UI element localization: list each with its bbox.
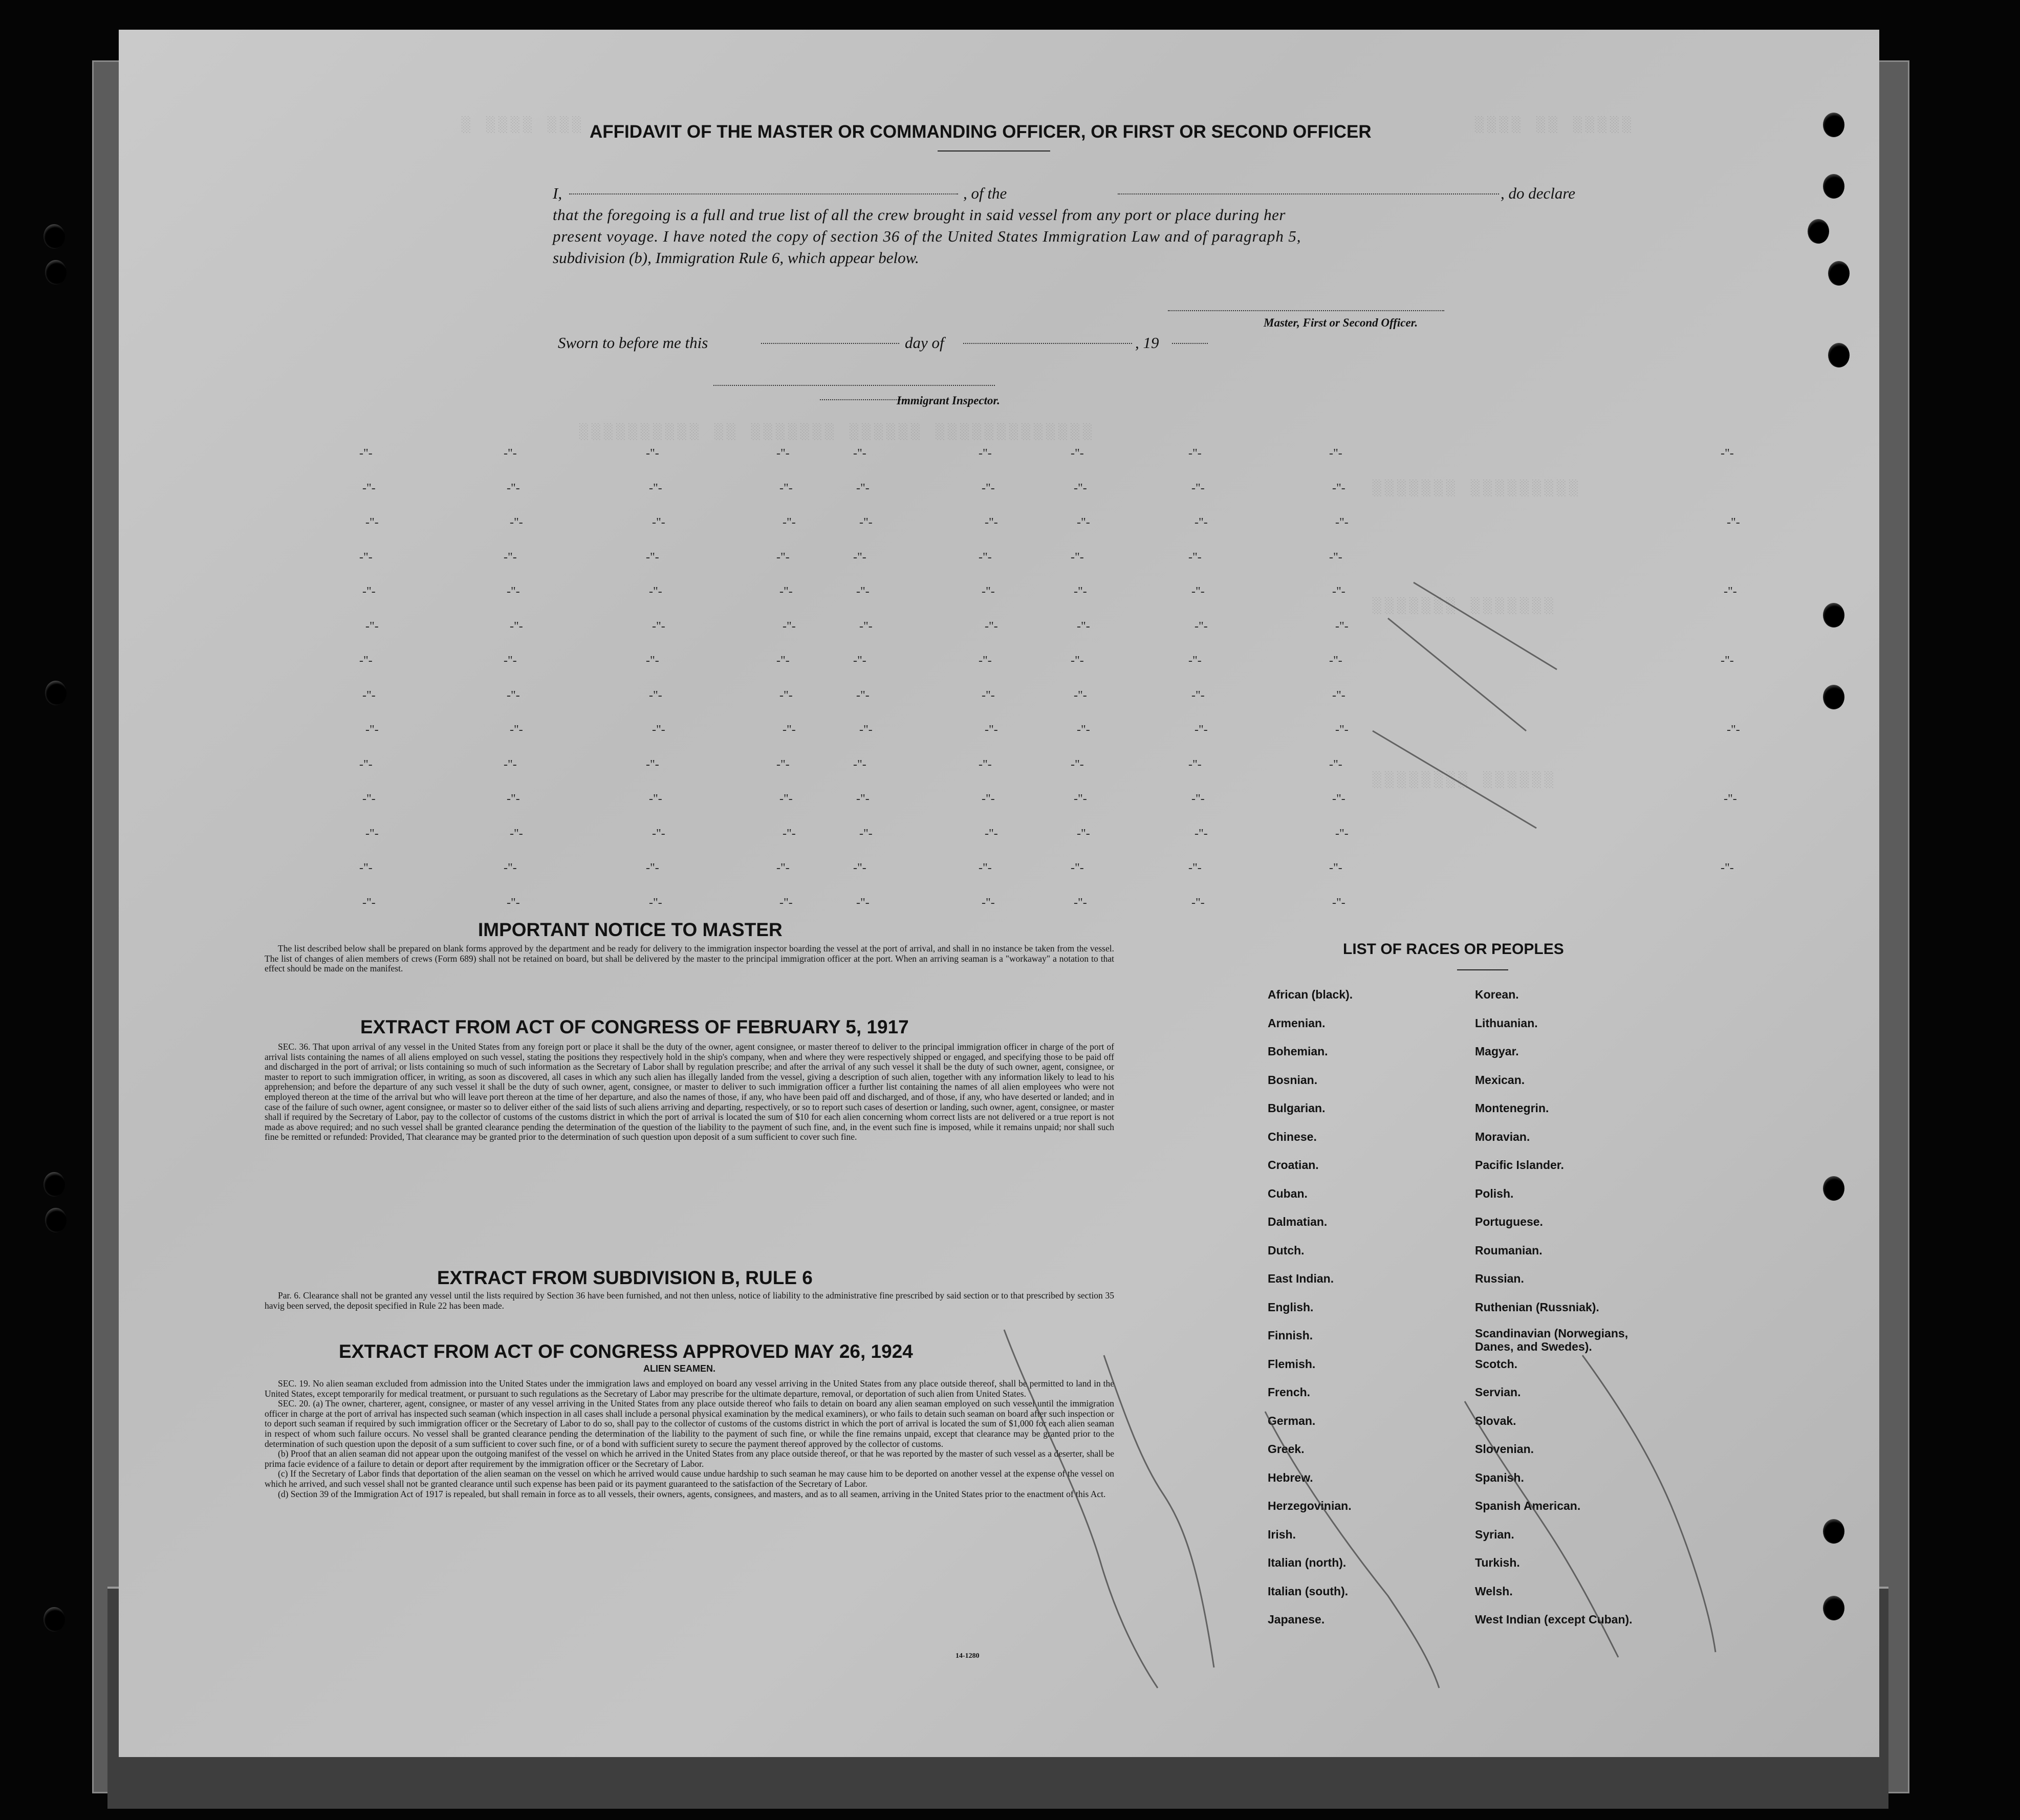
race-item: Italian (north). [1268,1556,1346,1569]
punch-hole [1823,685,1844,709]
ditto-mark: -"- [1332,792,1345,806]
ditto-mark: -"- [1194,619,1208,633]
ditto-mark: -"- [362,792,376,806]
races-title: LIST OF RACES OR PEOPLES [1343,941,1564,958]
ditto-mark: -"- [779,481,793,495]
punch-hole [44,224,65,249]
ditto-mark: -"- [362,896,376,909]
ditto-mark: -"- [362,481,376,495]
ditto-mark: -"- [985,723,998,736]
ditto-mark: -"- [1329,757,1342,771]
ditto-mark: -"- [779,688,793,702]
ditto-mark: -"- [853,447,866,460]
ditto-mark: -"- [646,654,659,667]
form-number: 14-1280 [955,1652,980,1660]
race-item: Slovenian. [1475,1442,1534,1456]
ditto-mark: -"- [1194,827,1208,840]
ditto-mark: -"- [1191,585,1205,598]
race-item: Pacific Islander. [1475,1158,1564,1172]
ditto-mark: -"- [1194,516,1208,529]
ditto-mark: -"- [504,654,517,667]
ditto-mark: -"- [1724,792,1737,806]
ditto-mark: -"- [776,757,790,771]
ditto-mark: -"- [979,447,992,460]
race-item: Cuban. [1268,1186,1308,1200]
ditto-mark: -"- [652,516,665,529]
race-item: West Indian (except Cuban). [1475,1613,1633,1626]
affidavit-line1-of: , of the [963,184,1007,202]
sworn-day-of: day of [905,334,944,352]
ditto-mark: -"- [1335,619,1349,633]
ditto-mark: -"- [646,447,659,460]
extract-rule6-title: EXTRACT FROM SUBDIVISION B, RULE 6 [437,1267,813,1288]
affidavit-line4: subdivision (b), Immigration Rule 6, which appear below. [553,249,919,267]
pencil-stroke [1582,1355,1715,1652]
ditto-mark: -"- [1332,688,1345,702]
ditto-mark: -"- [985,619,998,633]
inspector-label: Immigrant Inspector. [897,394,1000,407]
show-through-text: ░░░░░░░░ ░░░░░░ [1373,772,1557,789]
race-item: Herzegovinian. [1268,1499,1352,1512]
affidavit-line1-i: I, [553,184,562,202]
ditto-mark: -"- [1335,516,1349,529]
ditto-mark: -"- [853,861,866,875]
ditto-mark: -"- [1077,516,1090,529]
affidavit-line3: present voyage. I have noted the copy of section 36 of the United States Immigration Law and of paragraph 5, [553,227,1301,245]
punch-hole [1823,1519,1844,1544]
ditto-mark: -"- [783,827,796,840]
affidavit-title: AFFIDAVIT OF THE MASTER OR COMMANDING OFFICER, OR FIRST OR SECOND OFFICER [590,122,1372,142]
ditto-mark: -"- [985,516,998,529]
ditto-mark: -"- [365,516,379,529]
ditto-mark: -"- [1191,792,1205,806]
ditto-mark: -"- [1335,723,1349,736]
ditto-mark: -"- [646,550,659,564]
race-item: Turkish. [1475,1556,1520,1569]
race-item: Polish. [1475,1186,1514,1200]
ditto-mark: -"- [979,757,992,771]
sworn-year-prefix: , 19 [1135,334,1159,352]
ditto-mark: -"- [504,861,517,875]
show-through-text: ░░░░ ░░ ░░░░░ [1475,117,1635,134]
punch-hole [1823,1596,1844,1620]
ditto-mark: -"- [362,585,376,598]
ditto-mark: -"- [1071,550,1084,564]
race-item: Croatian. [1268,1158,1319,1172]
race-item: East Indian. [1268,1272,1334,1285]
ditto-mark: -"- [856,688,870,702]
punch-hole [1828,343,1850,367]
ditto-mark: -"- [1335,827,1349,840]
ditto-mark: -"- [776,550,790,564]
ditto-mark: -"- [1074,792,1087,806]
ditto-mark: -"- [1074,896,1087,909]
ditto-mark: -"- [649,688,662,702]
ditto-mark: -"- [1724,585,1737,598]
ditto-mark: -"- [982,688,995,702]
race-item: Syrian. [1475,1527,1514,1541]
ditto-mark: -"- [783,516,796,529]
par-6-paragraph: Par. 6. Clearance shall not be granted any vessel until the lists required by Section 36 have been furnished, and not then unless, notice of liability to the administrative fine prescribed by said section or to that prescribed by section 35 havig been served, the deposit specified in Rule 22 has been made. [265,1290,1114,1311]
race-item: Spanish. [1475,1470,1524,1484]
sec-20c-paragraph: (c) If the Secretary of Labor finds that deportation of the alien seaman on the vessel on which he arrived would cause undue hardship to such seaman he may cause him to be deported on another vessel at the expense of the vessel on which he arrived, and such vessel shall not be granted clearance until such expense has been paid or its payment guaranteed to the satisfaction of the Secretary of Labor. [265,1468,1114,1489]
ditto-mark: -"- [365,619,379,633]
ditto-mark: -"- [1332,481,1345,495]
race-item: Bohemian. [1268,1045,1328,1058]
ditto-mark: -"- [510,723,523,736]
ditto-mark: -"- [1188,447,1202,460]
race-item: Finnish. [1268,1329,1313,1342]
ditto-mark: -"- [649,896,662,909]
pencil-stroke [1388,618,1526,731]
ditto-mark: -"- [359,861,373,875]
ditto-mark: -"- [982,792,995,806]
ditto-mark: -"- [1332,896,1345,909]
race-item: Irish. [1268,1527,1296,1541]
race-item: Magyar. [1475,1045,1519,1058]
ditto-mark: -"- [1188,757,1202,771]
ditto-mark: -"- [1077,723,1090,736]
ditto-mark: -"- [779,792,793,806]
ditto-mark: -"- [1721,861,1734,875]
ditto-mark: -"- [979,550,992,564]
manifest-page [119,30,1879,1757]
ditto-mark: -"- [507,792,520,806]
extract-1924-title: EXTRACT FROM ACT OF CONGRESS APPROVED MAY 26, 1924 [339,1341,913,1362]
race-item: French. [1268,1385,1311,1399]
ditto-mark: -"- [1074,481,1087,495]
race-item: Bulgarian. [1268,1101,1326,1115]
race-item: Scandinavian (Norwegians, Danes, and Swedes). [1475,1327,1628,1353]
show-through-text: ░ ░░░░ ░░░ [462,117,585,134]
ditto-mark: -"- [1727,516,1740,529]
show-through-text: ░░░░░░░ ░░░░░░░ [1373,598,1557,615]
race-item: Mexican. [1475,1073,1525,1087]
ditto-mark: -"- [985,827,998,840]
ditto-mark: -"- [1071,757,1084,771]
ditto-mark: -"- [652,619,665,633]
ditto-mark: -"- [507,585,520,598]
ditto-mark: -"- [783,619,796,633]
sec-20a-paragraph: SEC. 20. (a) The owner, charterer, agent, consignee, or master of any vessel arriving in the United States from any place outside thereof who fails to detain on board any alien seaman employed on such vessel until the immigration officer in charge at the port of arrival has inspected such seaman (which inspection in all cases shall include a personal physical examination by the medical examiners), or who fails to detain such seaman on board after such inspection or to deport such seaman if required by such immigration officer or the Secretary of Labor to do so, shall pay to the collector of customs of the customs district in which the port of arrival is located the sum of $1,000 for each alien seaman in respect of whom such failure occurs. No vessel shall be granted clearance pending the determination of the liability to the payment of such fine, or while the fine remains unpaid, except that clearance may be granted prior to the determination of such question upon the deposit of a sum sufficient to cover such fine, or of a bond with sufficient surety to secure the payment thereof approved by the collector of customs. [265,1398,1114,1449]
race-item: African (black). [1268,988,1353,1001]
ditto-mark: -"- [504,550,517,564]
ditto-mark: -"- [1191,896,1205,909]
ditto-mark: -"- [776,447,790,460]
ditto-mark: -"- [856,585,870,598]
pencil-stroke [1004,1330,1158,1688]
race-item: Spanish American. [1475,1499,1581,1512]
ditto-mark: -"- [362,688,376,702]
master-signature-label: Master, First or Second Officer. [1264,316,1418,329]
race-item: Chinese. [1268,1130,1317,1143]
punch-hole [1823,1176,1844,1201]
punch-hole [1823,113,1844,137]
punch-hole [1828,261,1850,286]
ditto-mark: -"- [1329,861,1342,875]
ditto-mark: -"- [856,792,870,806]
ditto-mark: -"- [510,827,523,840]
ditto-mark: -"- [1074,585,1087,598]
punch-hole [44,1172,65,1197]
race-item: Bosnian. [1268,1073,1318,1087]
race-item: English. [1268,1300,1314,1314]
notice-title: IMPORTANT NOTICE TO MASTER [478,919,783,940]
ditto-mark: -"- [859,516,873,529]
race-item: Moravian. [1475,1130,1530,1143]
race-item: Hebrew. [1268,1470,1313,1484]
ditto-mark: -"- [504,757,517,771]
pencil-stroke [1104,1355,1214,1667]
pencil-stroke [1465,1401,1618,1657]
race-item: Korean. [1475,988,1519,1001]
ditto-mark: -"- [776,654,790,667]
ditto-mark: -"- [859,619,873,633]
ditto-mark: -"- [853,757,866,771]
ditto-mark: -"- [1071,654,1084,667]
ditto-mark: -"- [507,688,520,702]
ditto-mark: -"- [646,861,659,875]
extract-1917-title: EXTRACT FROM ACT OF CONGRESS OF FEBRUARY 5, 1917 [360,1016,909,1037]
ditto-mark: -"- [979,861,992,875]
race-item: Servian. [1475,1385,1521,1399]
ditto-mark: -"- [1721,447,1734,460]
race-item: Armenian. [1268,1016,1326,1030]
affidavit-line2: that the foregoing is a full and true list of all the crew brought in said vessel from any port or place during her [553,206,1286,224]
show-through-text: ░░░░░░░░░░ ░░ ░░░░░░░ ░░░░░░ ░░░░░░░░░░░░░ [579,424,1096,441]
extract-1924-subtitle: ALIEN SEAMEN. [643,1363,716,1374]
ditto-mark: -"- [652,723,665,736]
sec-20b-paragraph: (b) Proof that an alien seaman did not appear upon the outgoing manifest of the vessel on which he arrived in the United States from any place outside thereof, or that he was reported by the master of such vessel as a deserter, shall be prima facie evidence of a failure to detain or deport after requirement by the immigration officer or the Secretary of Labor. [265,1448,1114,1469]
punch-hole [45,260,67,285]
race-item: Roumanian. [1475,1243,1543,1257]
sec-36-paragraph: SEC. 36. That upon arrival of any vessel in the United States from any foreign port or place it shall be the duty of the owner, agent consignee, or master thereof to deliver to the principal immigration officer in charge of the port of arrival lists containing the names of all aliens employed on such vessel, stating the positions they respectively hold in the ship's company, when and where they were respectively shipped or engaged, and specifying those to be paid off and discharged in the port of arrival; or lists containing so much of such information as the Secretary of Labor shall by regulation prescribe; and after the arrival of any such vessel it shall be the duty of such owner, agent, consignee, or master to report to such immigration officer, in writing, as soon as discovered, all cases in which any such alien has illegally landed from the vessel, giving a description of such alien, together with any information likely to lead to his apprehension; and before the departure of any such vessel it shall be the duty of such owner, agent, consignee, or master to deliver to such immigration officer a further list containing the names of all alien employees who were not employed thereon at the time of the arrival but who will leave port thereon at the time of her departure, and also the names of those, if any, who have been paid off and discharged, and of those, if any, who have deserted or landed; and in case of the failure of such owner, agent consignee, or master so to deliver either of the said lists of such aliens arriving and departing, respectively, or so to report such cases of desertion or landing, such owner, agent, consignee, or master shall if required by the Secretary of Labor, pay to the collector of customs of the customs district in which the port of arrival is located the sum of $10 for each alien concerning whom correct lists are not delivered or a true report is not made as above required; and no such vessel shall be granted clearance pending the determination of the question of the liability to the payment of such fine, and, in the event such fine is imposed, while it remains unpaid; nor shall such fine be remitted or refunded: Provided, That clearance may be granted prior to the determination of such question upon deposit of a sum sufficient to cover such fine. [265,1042,1114,1142]
race-item: Dutch. [1268,1243,1305,1257]
race-item: Flemish. [1268,1357,1316,1371]
ditto-mark: -"- [982,481,995,495]
ditto-mark: -"- [1721,654,1734,667]
race-item: Welsh. [1475,1584,1513,1598]
affidavit-line1-declare: , do declare [1501,184,1576,202]
ditto-mark: -"- [982,585,995,598]
ditto-mark: -"- [504,447,517,460]
race-item: Portuguese. [1475,1215,1543,1228]
ditto-mark: -"- [859,827,873,840]
pencil-stroke [1373,731,1536,828]
ditto-mark: -"- [859,723,873,736]
ditto-mark: -"- [359,757,373,771]
ditto-mark: -"- [359,550,373,564]
ditto-mark: -"- [507,896,520,909]
punch-hole [1823,603,1844,627]
pencil-strokes [119,30,1879,1757]
ditto-mark: -"- [779,896,793,909]
sec-20d-paragraph: (d) Section 39 of the Immigration Act of 1917 is repealed, but shall remain in force as to all vessels, their owners, agents, consignees, and masters, and as to all seamen, arriving in the United States prior to the enactment of this Act. [278,1488,1106,1499]
notice-paragraph: The list described below shall be prepared on blank forms approved by the department and be ready for delivery to the immigration inspector boarding the vessel at the port of arrival, and shall in no instance be taken from the vessel. The list of changes of alien members of crews (Form 689) shall not be retained on board, but shall be delivered by the master to the principal immigration officer at the port. When an arriving seaman is a "workaway" a notation to that effect should be made on the manifest. [265,943,1114,974]
ditto-mark: -"- [1071,447,1084,460]
ditto-mark: -"- [979,654,992,667]
race-item: Italian (south). [1268,1584,1349,1598]
race-item: Montenegrin. [1475,1101,1549,1115]
ditto-mark: -"- [853,550,866,564]
ditto-mark: -"- [649,481,662,495]
sworn-label: Sworn to before me this [558,334,708,352]
punch-hole [45,1208,67,1232]
race-item: Lithuanian. [1475,1016,1538,1030]
punch-hole [44,1607,65,1632]
ditto-mark: -"- [1074,688,1087,702]
ditto-mark: -"- [1188,550,1202,564]
punch-hole [1808,219,1829,244]
ditto-mark: -"- [1191,481,1205,495]
race-item: Scotch. [1475,1357,1518,1371]
pencil-stroke [1265,1412,1439,1688]
ditto-mark: -"- [510,516,523,529]
ditto-mark: -"- [649,792,662,806]
ditto-mark: -"- [1727,723,1740,736]
show-through-text: ░░░░░░░ ░░░░░░░░░ [1373,480,1582,497]
ditto-mark: -"- [646,757,659,771]
ditto-mark: -"- [1077,619,1090,633]
ditto-mark: -"- [856,896,870,909]
ditto-mark: -"- [652,827,665,840]
ditto-mark: -"- [1191,688,1205,702]
ditto-mark: -"- [365,827,379,840]
race-item: Greek. [1268,1442,1305,1456]
ditto-mark: -"- [1188,654,1202,667]
punch-hole [45,681,67,705]
race-item: Dalmatian. [1268,1215,1328,1228]
race-item: Japanese. [1268,1613,1325,1626]
ditto-mark: -"- [776,861,790,875]
punch-hole [1823,174,1844,199]
race-item: German. [1268,1414,1316,1427]
sec-19-paragraph: SEC. 19. No alien seaman excluded from admission into the United States under the immigration laws and employed on board any vessel arriving in the United States from any place outside thereof, shall be permitted to land in the United States, except temporarily for medical treatment, or pursuant to such regulations as the Secretary of Labor may prescribe for the ultimate departure, removal, or deportation of such alien from United States. [265,1378,1114,1399]
ditto-mark: -"- [853,654,866,667]
ditto-mark: -"- [507,481,520,495]
ditto-mark: -"- [1077,827,1090,840]
ditto-mark: -"- [1194,723,1208,736]
ditto-mark: -"- [1329,550,1342,564]
ditto-mark: -"- [779,585,793,598]
ditto-mark: -"- [856,481,870,495]
race-item: Ruthenian (Russniak). [1475,1300,1599,1314]
ditto-mark: -"- [1071,861,1084,875]
ditto-mark: -"- [510,619,523,633]
ditto-mark: -"- [359,447,373,460]
ditto-mark: -"- [982,896,995,909]
race-item: Slovak. [1475,1414,1516,1427]
ditto-mark: -"- [1332,585,1345,598]
ditto-mark: -"- [649,585,662,598]
race-item: Russian. [1475,1272,1524,1285]
ditto-mark: -"- [1329,654,1342,667]
ditto-mark: -"- [783,723,796,736]
ditto-mark: -"- [359,654,373,667]
ditto-mark: -"- [1188,861,1202,875]
ditto-mark: -"- [1329,447,1342,460]
ditto-mark: -"- [365,723,379,736]
